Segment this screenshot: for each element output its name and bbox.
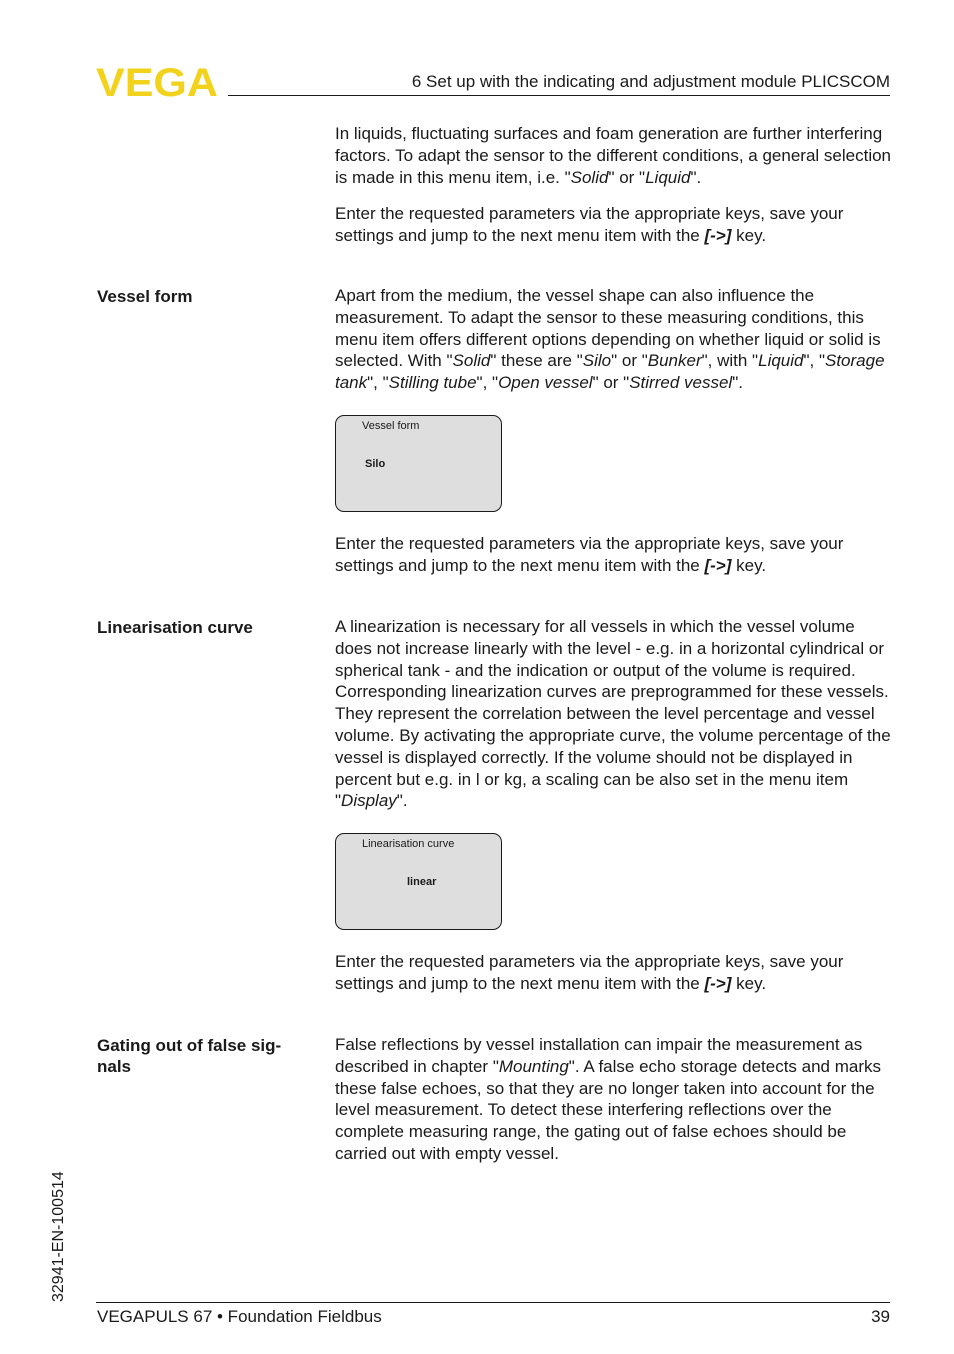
chapter-title: 6 Set up with the indicating and adjustment module PLICSCOM	[411, 72, 890, 91]
linearisation-display	[335, 833, 502, 930]
vega-logo	[96, 64, 220, 98]
footer-product: VEGAPULS 67 • Foundation Fieldbus	[97, 1307, 382, 1326]
next-key-label: [->]	[704, 973, 732, 993]
display-value: Silo	[365, 458, 386, 470]
next-key-label: [->]	[704, 225, 732, 245]
linearisation-paragraph: A linearization is necessary for all vessels in which the vessel volume does not increase linearly with the level - e.g. in a horizontal cylindrical or spherical tank - and the indication or output of the volume is required. Corresponding linearization curves are preprogrammed for these vessels. They represent the correlation between the level percentage and vessel volume. By activating the appropriate curve, the volume percentage of the vessel is displayed correctly. If the volume should not be displayed in percent but e.g. in l or kg, a scaling can be also set in the menu item "Display".	[335, 617, 891, 811]
intro-paragraph-1: In liquids, fluctuating surfaces and foam generation are further interfering factors. To adapt the sensor to the different conditions, a general selection is made in this menu item, i.e. "Solid" or "Liquid".	[335, 124, 892, 187]
next-key-label: [->]	[704, 555, 732, 575]
linearisation-instruction: Enter the requested parameters via the appropriate keys, save your settings and jump to the next menu item with the [->] key.	[335, 952, 844, 993]
page-number: 39	[871, 1307, 890, 1326]
document-id: 32941-EN-100514	[50, 1171, 67, 1302]
vessel-form-heading: Vessel form	[97, 287, 193, 306]
vega-logo-text: VEGA	[96, 64, 218, 98]
footer-rule	[96, 1302, 890, 1303]
vessel-form-instruction: Enter the requested parameters via the appropriate keys, save your settings and jump to the next menu item with the [->] key.	[335, 534, 844, 575]
display-title: Vessel form	[362, 420, 420, 432]
header-rule	[228, 95, 890, 96]
display-value: linear	[407, 876, 437, 888]
linearisation-heading: Linearisation curve	[97, 618, 253, 637]
display-title: Linearisation curve	[362, 838, 455, 850]
vessel-form-display	[335, 415, 502, 512]
vessel-form-paragraph: Apart from the medium, the vessel shape can also influence the measurement. To adapt the sensor to these measuring conditions, this menu item offers different options depending on whether liquid or solid is selected. With "Solid" these are "Silo" or "Bunker", with "Liquid", "Storage tank", "Stilling tube", "Open vessel" or "Stirred vessel".	[335, 286, 885, 393]
gating-paragraph: False reflections by vessel installation can impair the measurement as described in chapter "Mounting". A false echo storage detects and marks these false echoes, so that they are no longer taken into account for the level measurement. To detect these interfering reflections over the complete measuring range, the gating out of false echoes should be carried out with empty vessel.	[335, 1035, 882, 1163]
intro-paragraph-2: Enter the requested parameters via the appropriate keys, save your settings and jump to the next menu item with the [->] key.	[335, 204, 844, 245]
gating-heading: Gating out of false sig- nals	[97, 1036, 282, 1076]
